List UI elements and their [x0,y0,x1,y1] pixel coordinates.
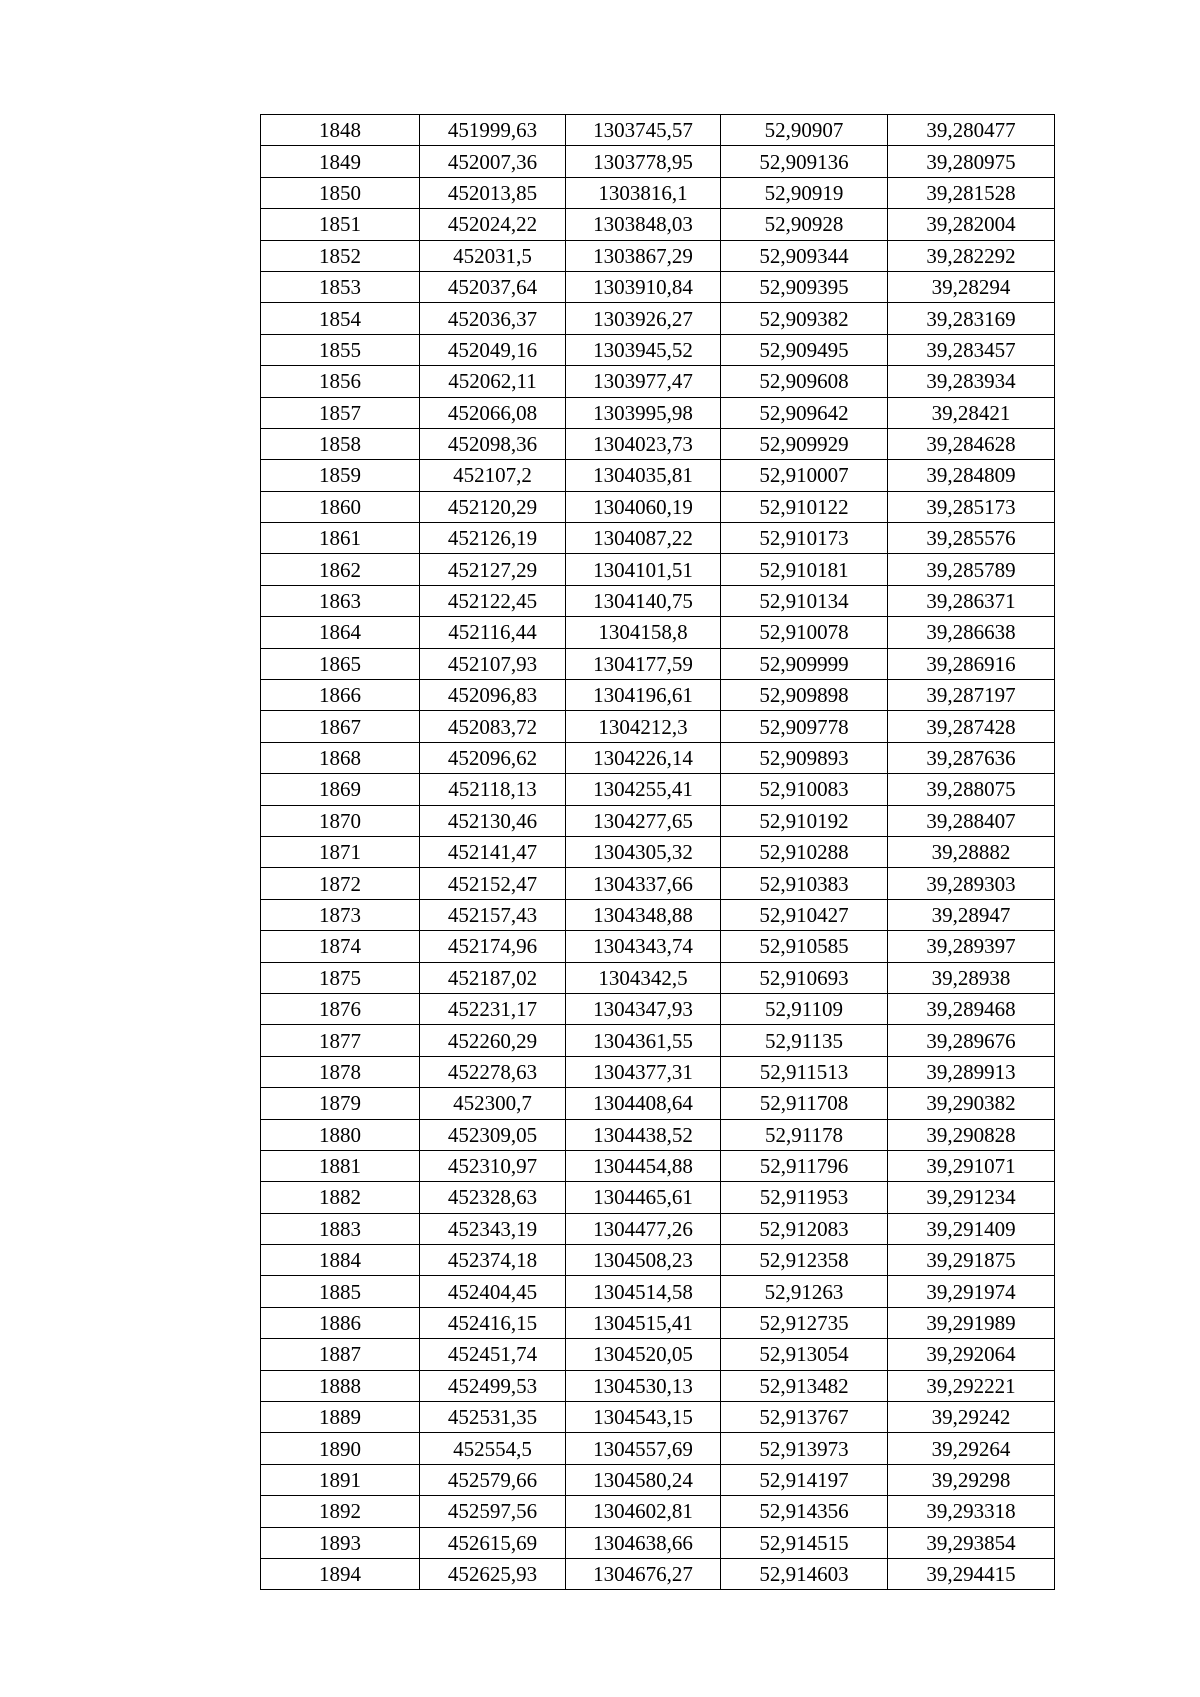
latitude-cell: 52,910181 [721,554,888,585]
latitude-cell: 52,910134 [721,585,888,616]
longitude-cell: 39,285789 [888,554,1055,585]
latitude-cell: 52,911953 [721,1182,888,1213]
y-coordinate-cell: 1304465,61 [566,1182,721,1213]
point-number-cell: 1868 [261,742,420,773]
x-coordinate-cell: 452107,93 [420,648,566,679]
y-coordinate-cell: 1304087,22 [566,523,721,554]
latitude-cell: 52,914356 [721,1496,888,1527]
point-number-cell: 1878 [261,1056,420,1087]
x-coordinate-cell: 452260,29 [420,1025,566,1056]
point-number-cell: 1866 [261,680,420,711]
longitude-cell: 39,285173 [888,491,1055,522]
longitude-cell: 39,28947 [888,899,1055,930]
longitude-cell: 39,29264 [888,1433,1055,1464]
x-coordinate-cell: 452174,96 [420,931,566,962]
latitude-cell: 52,91109 [721,993,888,1024]
x-coordinate-cell: 452141,47 [420,836,566,867]
y-coordinate-cell: 1304557,69 [566,1433,721,1464]
latitude-cell: 52,914515 [721,1527,888,1558]
x-coordinate-cell: 452187,02 [420,962,566,993]
table-row [261,742,1055,773]
table-body [261,115,1055,1590]
point-number-cell: 1859 [261,460,420,491]
longitude-cell: 39,283169 [888,303,1055,334]
point-number-cell: 1867 [261,711,420,742]
table-row [261,1402,1055,1433]
point-number-cell: 1860 [261,491,420,522]
longitude-cell: 39,289303 [888,868,1055,899]
table-row [261,1464,1055,1495]
x-coordinate-cell: 452013,85 [420,177,566,208]
point-number-cell: 1862 [261,554,420,585]
x-coordinate-cell: 452107,2 [420,460,566,491]
y-coordinate-cell: 1304035,81 [566,460,721,491]
point-number-cell: 1871 [261,836,420,867]
latitude-cell: 52,909136 [721,146,888,177]
longitude-cell: 39,288075 [888,774,1055,805]
latitude-cell: 52,909608 [721,366,888,397]
x-coordinate-cell: 452579,66 [420,1464,566,1495]
table-row [261,1496,1055,1527]
y-coordinate-cell: 1303778,95 [566,146,721,177]
latitude-cell: 52,910383 [721,868,888,899]
longitude-cell: 39,292064 [888,1339,1055,1370]
latitude-cell: 52,909999 [721,648,888,679]
longitude-cell: 39,290828 [888,1119,1055,1150]
table-row [261,240,1055,271]
longitude-cell: 39,284628 [888,428,1055,459]
table-row [261,680,1055,711]
point-number-cell: 1876 [261,993,420,1024]
point-number-cell: 1850 [261,177,420,208]
table-row [261,460,1055,491]
longitude-cell: 39,292221 [888,1370,1055,1401]
x-coordinate-cell: 452499,53 [420,1370,566,1401]
point-number-cell: 1890 [261,1433,420,1464]
latitude-cell: 52,909344 [721,240,888,271]
y-coordinate-cell: 1304377,31 [566,1056,721,1087]
latitude-cell: 52,909778 [721,711,888,742]
latitude-cell: 52,914197 [721,1464,888,1495]
longitude-cell: 39,290382 [888,1088,1055,1119]
longitude-cell: 39,291071 [888,1150,1055,1181]
table-row [261,774,1055,805]
table-row [261,115,1055,146]
x-coordinate-cell: 452096,83 [420,680,566,711]
table-row [261,1119,1055,1150]
y-coordinate-cell: 1304158,8 [566,617,721,648]
table-row [261,1433,1055,1464]
longitude-cell: 39,291234 [888,1182,1055,1213]
y-coordinate-cell: 1304477,26 [566,1213,721,1244]
point-number-cell: 1870 [261,805,420,836]
x-coordinate-cell: 451999,63 [420,115,566,146]
latitude-cell: 52,910173 [721,523,888,554]
x-coordinate-cell: 452416,15 [420,1307,566,1338]
latitude-cell: 52,911513 [721,1056,888,1087]
table-row [261,899,1055,930]
longitude-cell: 39,280975 [888,146,1055,177]
table-row [261,209,1055,240]
y-coordinate-cell: 1304337,66 [566,868,721,899]
x-coordinate-cell: 452126,19 [420,523,566,554]
x-coordinate-cell: 452062,11 [420,366,566,397]
y-coordinate-cell: 1304348,88 [566,899,721,930]
latitude-cell: 52,90907 [721,115,888,146]
y-coordinate-cell: 1304514,58 [566,1276,721,1307]
table-row [261,868,1055,899]
longitude-cell: 39,293318 [888,1496,1055,1527]
point-number-cell: 1864 [261,617,420,648]
latitude-cell: 52,911796 [721,1150,888,1181]
longitude-cell: 39,289397 [888,931,1055,962]
y-coordinate-cell: 1304530,13 [566,1370,721,1401]
x-coordinate-cell: 452554,5 [420,1433,566,1464]
longitude-cell: 39,293854 [888,1527,1055,1558]
longitude-cell: 39,287197 [888,680,1055,711]
x-coordinate-cell: 452037,64 [420,271,566,302]
point-number-cell: 1861 [261,523,420,554]
y-coordinate-cell: 1304408,64 [566,1088,721,1119]
table-row [261,1558,1055,1589]
point-number-cell: 1888 [261,1370,420,1401]
x-coordinate-cell: 452625,93 [420,1558,566,1589]
x-coordinate-cell: 452024,22 [420,209,566,240]
y-coordinate-cell: 1304212,3 [566,711,721,742]
longitude-cell: 39,29298 [888,1464,1055,1495]
point-number-cell: 1883 [261,1213,420,1244]
y-coordinate-cell: 1304602,81 [566,1496,721,1527]
table-row [261,1245,1055,1276]
y-coordinate-cell: 1303995,98 [566,397,721,428]
latitude-cell: 52,910288 [721,836,888,867]
point-number-cell: 1853 [261,271,420,302]
y-coordinate-cell: 1303926,27 [566,303,721,334]
longitude-cell: 39,288407 [888,805,1055,836]
longitude-cell: 39,286916 [888,648,1055,679]
longitude-cell: 39,291989 [888,1307,1055,1338]
latitude-cell: 52,909898 [721,680,888,711]
latitude-cell: 52,912083 [721,1213,888,1244]
point-number-cell: 1881 [261,1150,420,1181]
latitude-cell: 52,913054 [721,1339,888,1370]
latitude-cell: 52,910192 [721,805,888,836]
table-row [261,366,1055,397]
point-number-cell: 1885 [261,1276,420,1307]
table-row [261,1182,1055,1213]
y-coordinate-cell: 1304101,51 [566,554,721,585]
y-coordinate-cell: 1303945,52 [566,334,721,365]
longitude-cell: 39,28938 [888,962,1055,993]
x-coordinate-cell: 452343,19 [420,1213,566,1244]
table-row [261,805,1055,836]
y-coordinate-cell: 1304361,55 [566,1025,721,1056]
point-number-cell: 1851 [261,209,420,240]
point-number-cell: 1873 [261,899,420,930]
point-number-cell: 1875 [261,962,420,993]
table-row [261,177,1055,208]
table-row [261,271,1055,302]
latitude-cell: 52,90919 [721,177,888,208]
point-number-cell: 1863 [261,585,420,616]
table-row [261,962,1055,993]
table-row [261,397,1055,428]
longitude-cell: 39,291409 [888,1213,1055,1244]
y-coordinate-cell: 1304454,88 [566,1150,721,1181]
longitude-cell: 39,286638 [888,617,1055,648]
x-coordinate-cell: 452083,72 [420,711,566,742]
latitude-cell: 52,913482 [721,1370,888,1401]
point-number-cell: 1857 [261,397,420,428]
table-row [261,1339,1055,1370]
longitude-cell: 39,291875 [888,1245,1055,1276]
coordinates-table [260,114,1055,1590]
latitude-cell: 52,910122 [721,491,888,522]
y-coordinate-cell: 1304226,14 [566,742,721,773]
point-number-cell: 1848 [261,115,420,146]
y-coordinate-cell: 1304255,41 [566,774,721,805]
latitude-cell: 52,910427 [721,899,888,930]
longitude-cell: 39,281528 [888,177,1055,208]
point-number-cell: 1858 [261,428,420,459]
table-row [261,334,1055,365]
longitude-cell: 39,283934 [888,366,1055,397]
y-coordinate-cell: 1304277,65 [566,805,721,836]
point-number-cell: 1865 [261,648,420,679]
point-number-cell: 1886 [261,1307,420,1338]
y-coordinate-cell: 1304305,32 [566,836,721,867]
longitude-cell: 39,286371 [888,585,1055,616]
longitude-cell: 39,29242 [888,1402,1055,1433]
y-coordinate-cell: 1304343,74 [566,931,721,962]
y-coordinate-cell: 1304342,5 [566,962,721,993]
longitude-cell: 39,285576 [888,523,1055,554]
x-coordinate-cell: 452120,29 [420,491,566,522]
table-row [261,836,1055,867]
longitude-cell: 39,280477 [888,115,1055,146]
table-row [261,554,1055,585]
x-coordinate-cell: 452096,62 [420,742,566,773]
latitude-cell: 52,912735 [721,1307,888,1338]
longitude-cell: 39,289913 [888,1056,1055,1087]
latitude-cell: 52,913767 [721,1402,888,1433]
table-row [261,648,1055,679]
longitude-cell: 39,287428 [888,711,1055,742]
x-coordinate-cell: 452049,16 [420,334,566,365]
table-row [261,146,1055,177]
y-coordinate-cell: 1304177,59 [566,648,721,679]
x-coordinate-cell: 452231,17 [420,993,566,1024]
y-coordinate-cell: 1304543,15 [566,1402,721,1433]
table-row [261,711,1055,742]
longitude-cell: 39,28421 [888,397,1055,428]
table-row [261,491,1055,522]
x-coordinate-cell: 452451,74 [420,1339,566,1370]
y-coordinate-cell: 1303910,84 [566,271,721,302]
latitude-cell: 52,909929 [721,428,888,459]
x-coordinate-cell: 452597,56 [420,1496,566,1527]
x-coordinate-cell: 452122,45 [420,585,566,616]
table-row [261,523,1055,554]
point-number-cell: 1856 [261,366,420,397]
table-row [261,931,1055,962]
table-row [261,1527,1055,1558]
longitude-cell: 39,282292 [888,240,1055,271]
latitude-cell: 52,909382 [721,303,888,334]
longitude-cell: 39,287636 [888,742,1055,773]
point-number-cell: 1855 [261,334,420,365]
point-number-cell: 1892 [261,1496,420,1527]
y-coordinate-cell: 1303977,47 [566,366,721,397]
longitude-cell: 39,284809 [888,460,1055,491]
y-coordinate-cell: 1304676,27 [566,1558,721,1589]
point-number-cell: 1852 [261,240,420,271]
x-coordinate-cell: 452404,45 [420,1276,566,1307]
longitude-cell: 39,291974 [888,1276,1055,1307]
table-row [261,1150,1055,1181]
y-coordinate-cell: 1304023,73 [566,428,721,459]
table-row [261,1213,1055,1244]
x-coordinate-cell: 452157,43 [420,899,566,930]
y-coordinate-cell: 1304060,19 [566,491,721,522]
y-coordinate-cell: 1304515,41 [566,1307,721,1338]
x-coordinate-cell: 452531,35 [420,1402,566,1433]
latitude-cell: 52,909495 [721,334,888,365]
latitude-cell: 52,910693 [721,962,888,993]
point-number-cell: 1879 [261,1088,420,1119]
x-coordinate-cell: 452309,05 [420,1119,566,1150]
point-number-cell: 1894 [261,1558,420,1589]
longitude-cell: 39,289468 [888,993,1055,1024]
latitude-cell: 52,911708 [721,1088,888,1119]
point-number-cell: 1869 [261,774,420,805]
table-row [261,1056,1055,1087]
x-coordinate-cell: 452098,36 [420,428,566,459]
x-coordinate-cell: 452031,5 [420,240,566,271]
longitude-cell: 39,28882 [888,836,1055,867]
x-coordinate-cell: 452300,7 [420,1088,566,1119]
longitude-cell: 39,294415 [888,1558,1055,1589]
longitude-cell: 39,283457 [888,334,1055,365]
table-row [261,617,1055,648]
point-number-cell: 1889 [261,1402,420,1433]
x-coordinate-cell: 452374,18 [420,1245,566,1276]
table-row [261,428,1055,459]
x-coordinate-cell: 452036,37 [420,303,566,334]
x-coordinate-cell: 452615,69 [420,1527,566,1558]
point-number-cell: 1880 [261,1119,420,1150]
longitude-cell: 39,282004 [888,209,1055,240]
x-coordinate-cell: 452130,46 [420,805,566,836]
y-coordinate-cell: 1304638,66 [566,1527,721,1558]
y-coordinate-cell: 1303816,1 [566,177,721,208]
latitude-cell: 52,914603 [721,1558,888,1589]
latitude-cell: 52,909642 [721,397,888,428]
x-coordinate-cell: 452278,63 [420,1056,566,1087]
point-number-cell: 1854 [261,303,420,334]
x-coordinate-cell: 452310,97 [420,1150,566,1181]
point-number-cell: 1893 [261,1527,420,1558]
x-coordinate-cell: 452116,44 [420,617,566,648]
x-coordinate-cell: 452127,29 [420,554,566,585]
y-coordinate-cell: 1304438,52 [566,1119,721,1150]
latitude-cell: 52,910083 [721,774,888,805]
point-number-cell: 1874 [261,931,420,962]
latitude-cell: 52,913973 [721,1433,888,1464]
latitude-cell: 52,909395 [721,271,888,302]
latitude-cell: 52,910585 [721,931,888,962]
latitude-cell: 52,912358 [721,1245,888,1276]
y-coordinate-cell: 1304196,61 [566,680,721,711]
longitude-cell: 39,289676 [888,1025,1055,1056]
table-row [261,993,1055,1024]
table-row [261,303,1055,334]
point-number-cell: 1884 [261,1245,420,1276]
point-number-cell: 1887 [261,1339,420,1370]
point-number-cell: 1872 [261,868,420,899]
table-row [261,1025,1055,1056]
table-row [261,1370,1055,1401]
latitude-cell: 52,91178 [721,1119,888,1150]
latitude-cell: 52,910007 [721,460,888,491]
latitude-cell: 52,90928 [721,209,888,240]
x-coordinate-cell: 452328,63 [420,1182,566,1213]
latitude-cell: 52,910078 [721,617,888,648]
y-coordinate-cell: 1304347,93 [566,993,721,1024]
latitude-cell: 52,91263 [721,1276,888,1307]
table-row [261,1088,1055,1119]
x-coordinate-cell: 452007,36 [420,146,566,177]
x-coordinate-cell: 452152,47 [420,868,566,899]
y-coordinate-cell: 1304580,24 [566,1464,721,1495]
y-coordinate-cell: 1304520,05 [566,1339,721,1370]
table-row [261,1276,1055,1307]
y-coordinate-cell: 1304508,23 [566,1245,721,1276]
x-coordinate-cell: 452118,13 [420,774,566,805]
latitude-cell: 52,91135 [721,1025,888,1056]
table-row [261,1307,1055,1338]
point-number-cell: 1849 [261,146,420,177]
point-number-cell: 1882 [261,1182,420,1213]
y-coordinate-cell: 1304140,75 [566,585,721,616]
point-number-cell: 1891 [261,1464,420,1495]
y-coordinate-cell: 1303745,57 [566,115,721,146]
latitude-cell: 52,909893 [721,742,888,773]
y-coordinate-cell: 1303848,03 [566,209,721,240]
point-number-cell: 1877 [261,1025,420,1056]
y-coordinate-cell: 1303867,29 [566,240,721,271]
table-row [261,585,1055,616]
x-coordinate-cell: 452066,08 [420,397,566,428]
longitude-cell: 39,28294 [888,271,1055,302]
